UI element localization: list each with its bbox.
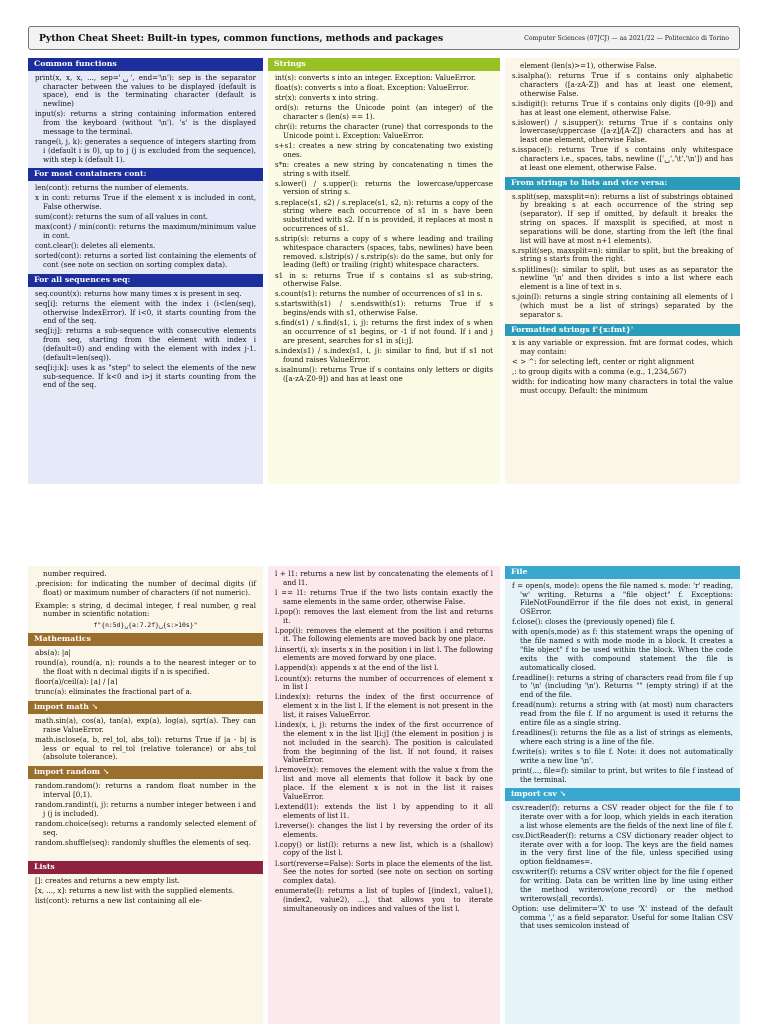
list-item: l.index(x, i, j): returns the index of the first occurrence of the element x in the list l[i:j] (the element in position j is not included in the search). The position is calculated from the beginning of the list. If not found, it raises ValueError.: [275, 720, 493, 765]
list-item: s.startswith(s1) / s.endswith(s1): returns True if s begins/ends with s1, otherwise False.: [275, 299, 493, 318]
list-item: cont.clear(): deletes all elements.: [35, 241, 156, 251]
list-item: []: creates and returns a new empty list.: [35, 876, 180, 886]
list-item: max(cont) / min(cont): returns the maximum/minimum value in cont.: [35, 222, 256, 241]
section-header-strings-lists: From strings to lists and vice versa:: [505, 177, 740, 190]
list-item: list(cont): returns a new list containing all ele-: [35, 896, 203, 906]
list-item: s.find(s1) / s.find(s1, i, j): returns the first index of s when an occurrence of s1 begins, or -1 if not found. If i and j are present, searches for s1 in s[i:j].: [275, 318, 493, 345]
list-item: .precision: for indicating the number of decimal digits (if float) or maximum number of characters (if not numeric).: [35, 579, 256, 597]
list-item: l.pop(i): removes the element at the position i and returns it. The following elements are moved back by one place.: [275, 625, 493, 644]
list-item: f = open(s, mode): opens the file named s. mode: 'r' reading, 'w' writing. Returns a "file object" f. Exceptions: FileNotFoundError if the file does not exist, in general OSError.: [512, 580, 733, 617]
list-item: number required.: [43, 569, 107, 578]
section-header-containers: For most containers cont:: [28, 168, 263, 181]
list-item: width: for indicating how many characters in total the value must occupy. Default: the minimum: [512, 377, 733, 396]
section-header-sequences: For all sequences seq:: [28, 274, 263, 287]
list-item: abs(a): |a|: [35, 648, 71, 658]
section-header-strings: Strings: [268, 58, 500, 71]
list-item: print(..., file=f): similar to print, but writes to file f instead of the terminal.: [512, 765, 733, 784]
list-item: sorted(cont): returns a sorted list containing the elements of cont (see note on section on sorting complex data).: [35, 251, 256, 270]
list-item: l.extend(l1): extends the list l by appending to it all elements of list l1.: [275, 801, 493, 820]
list-item: s.isalnum(): returns True if s contains only letters or digits ([a-zA-Z0-9]) and has at least one: [275, 364, 493, 383]
list-item: seq[i:j]: returns a sub-sequence with consecutive elements from seq, starting from the element with index i (default=0) and ending with the element with index j-1. (default=len(seq)).: [35, 326, 256, 362]
list-item: Example: s string, d decimal integer, f real number, g real number in scientific notation:: [35, 600, 256, 619]
section-header-lists: Lists: [28, 861, 263, 874]
list-item: random.shuffle(seq): randomly shuffles the elements of seq.: [35, 837, 251, 847]
list-item: l.reverse(): changes the list l by reversing the order of its elements.: [275, 820, 493, 839]
list-item: l.index(x): returns the index of the first occurrence of element x in the list l. If the element is not present in the list, it raises ValueError.: [275, 692, 493, 720]
list-item: l.pop(): removes the last element from the list and returns it.: [275, 606, 493, 625]
column-top-middle: [268, 58, 500, 484]
list-item: int(s): converts s into an integer. Exception: ValueError.: [275, 72, 476, 82]
list-item: sum(cont): returns the sum of all values in cont.: [35, 212, 209, 222]
list-item: s.islower() / s.isupper(): returns True if s contains only lowercase/uppercase ([a-z]/[A-Z]) characters and has at least one element, otherwise False.: [512, 117, 733, 145]
list-item: l == l1: returns True if the two lists contain exactly the same elements in the same order, otherwise False.: [275, 587, 493, 606]
list-item: f.read(num): returns a string with (at most) num characters read from the file f. If no argument is used it returns the entire file as a single string.: [512, 700, 733, 727]
list-item: s.splitlines(): similar to split, but uses as as separator the newline '\n' and then divides s into a list where each element is a line of text in s.: [512, 264, 733, 292]
section-header-import-math: import math ↘: [28, 701, 263, 714]
column-top-right: [505, 58, 740, 484]
list-item: chr(i): returns the character (rune) that corresponds to the Unicode point i. Exception: ValueError.: [275, 121, 493, 140]
list-item: s.strip(s): returns a copy of s where leading and trailing whitespace characters (spaces, tabs, newlines) have been removed. s.lstrip(s) / s.rstrip(s): do the same, but only for leading (left) or trailing (right) whitespace characters.: [275, 234, 493, 270]
list-item: float(s): converts s into a float. Exception: ValueError.: [275, 82, 469, 92]
list-item: l.sort(reverse=False): Sorts in place the elements of the list. See the notes for sorted (see note on section on sorting complex data).: [275, 858, 493, 886]
list-item: random.choice(seq): returns a randomly selected element of seq.: [35, 818, 256, 837]
list-item: s.isalpha(): returns True if s contains only alphabetic characters ([a-zA-Z]) and has at least one element, otherwise False.: [512, 71, 733, 98]
list-item: round(a), round(a, n): rounds a to the nearest integer or to the float with n decimal digits if n is specified.: [35, 658, 256, 677]
list-item: enumerate(l): returns a list of tuples of [(index1, value1), (index2, value2), ...], that allows you to iterate simultaneously on indices and values of the list l.: [275, 886, 493, 913]
list-item: s.isspace(): returns True if s contains only whitespace characters i.e., spaces, tabs, newline (['␣','\t','\n']) and has at least one element, otherwise False.: [512, 145, 733, 172]
column-bottom-left: [28, 566, 263, 1024]
section-header-import-random: import random ↘: [28, 766, 263, 779]
list-item: l.remove(x): removes the element with the value x from the list and move all elements that follow it back by one place. If the element x is not in the list it raises ValueError.: [275, 765, 493, 801]
list-item: floor(a)/ceil(a): ⌊a⌋ / ⌈a⌉: [35, 677, 118, 687]
section-header-formatted-strings: Formatted strings f'{x:fmt}': [505, 324, 740, 337]
list-item: math.sin(a), cos(a), tan(a), exp(a), log(a), sqrt(a). They can raise ValueError.: [35, 715, 256, 734]
code-example: f"{n:5d}␣{a:7.2f}␣{s:>10s}": [93, 620, 198, 629]
list-item: f.close(): closes the (previously opened) file f.: [512, 617, 675, 627]
list-item: element (len(s)>=1), otherwise False.: [520, 61, 657, 70]
list-item: s.lower() / s.upper(): returns the lowercase/uppercase version of string s.: [275, 178, 493, 197]
list-item: l.copy() or list(l): returns a new list, which is a (shallow) copy of the list l.: [275, 839, 493, 858]
list-item: with open(s,mode) as f: this statement wraps the opening of the file named s with mode mode in a block. It creates a "file object" f to be used within the block. When the code exits the with compound statement the file is automatically closed.: [512, 627, 733, 672]
section-header-mathematics: Mathematics: [28, 633, 263, 646]
list-item: seq.count(x): returns how many times x is present in seq.: [35, 288, 242, 298]
list-item: s.index(s1) / s.index(s1, i, j): similar to find, but if s1 not found raises ValueError.: [275, 346, 493, 364]
list-item: csv.DictReader(f): returns a CSV dictionary reader object to iterate over with a for loop. The keys are the field names in the very first line of the file, unless specified using option fieldnames=.: [512, 830, 733, 867]
list-item: l.count(x): returns the number of occurrences of element x in list l: [275, 673, 493, 692]
list-item: ,: to group digits with a comma (e.g., 1,234,567): [512, 367, 687, 377]
list-item: l.append(x): appends x at the end of the list l.: [275, 663, 439, 673]
list-item: len(cont): returns the number of elements.: [35, 183, 189, 193]
list-item: random.randint(i, j): returns a number integer between i and j (j is included).: [35, 799, 256, 818]
column-bottom-middle: [268, 566, 500, 1024]
list-item: f.readline(): returns a string of characters read from file f up to '\n' (including '\n'). Returns "" (empty string) if at the end of the file.: [512, 672, 733, 700]
list-item: l + l1: returns a new list by concatenating the elements of l and l1.: [275, 569, 493, 587]
list-item: x in cont: returns True if the element x is included in cont, False otherwise.: [35, 193, 256, 212]
column-bottom-right: [505, 566, 740, 1024]
list-item: s*n: creates a new string by concatenating n times the string s with itself.: [275, 159, 493, 178]
list-item: csv.writer(f): returns a CSV writer object for the file f opened for writing. Data can be written line by line using either the method writerow(one_record) or the method writerows(all_records).: [512, 867, 733, 903]
list-item: s1 in s: returns True if s contains s1 as sub-string, otherwise False.: [275, 270, 493, 289]
list-item: random.random(): returns a random float number in the interval [0,1).: [35, 780, 256, 799]
list-item: s.rsplit(sep, maxsplit=n): similar to split, but the breaking of string s starts from the right.: [512, 245, 733, 264]
list-item: trunc(a): eliminates the fractional part of a.: [35, 687, 192, 697]
list-item: Option: use delimiter='X' to use 'X' instead of the default comma ',' as a field separator. Useful for some Italian CSV that uses semicolon instead of: [512, 903, 733, 931]
section-header-import-csv: import csv ↘: [505, 788, 740, 801]
page-subtitle: Computer Sciences (07JCJ) — aa 2021/22 — Politecnico di Torino: [524, 34, 729, 42]
list-item: ord(s): returns the Unicode point (an integer) of the character s (len(s) == 1).: [275, 103, 493, 121]
column-top-left: [28, 58, 263, 484]
page-title: Python Cheat Sheet: Built-in types, common functions, methods and packages: [39, 32, 444, 44]
list-item: seq[i:j:k]: uses k as "step" to select the elements of the new sub-sequence. If k<0 and i>j it starts counting from the end of the seq.: [35, 362, 256, 390]
list-item: s.replace(s1, s2) / s.replace(s1, s2, n): returns a copy of the string where each occurrence of s1 in s have been substituted with s2. If n is provided, it replaces at most n occurrences of s1.: [275, 197, 493, 233]
list-item: f.readlines(): returns the file as a list of strings as elements, where each string is a line of the file.: [512, 728, 733, 746]
list-item: seq[i]: returns the element with the index i (i<len(seq), otherwise IndexError). If i<0, it starts counting from the end of the seq.: [35, 298, 256, 326]
list-item: s.isdigit(): returns True if s contains only digits ([0-9]) and has at least one element, otherwise False.: [512, 98, 733, 117]
section-header-file: File: [505, 566, 740, 579]
list-item: [x, ..., x]: returns a new list with the supplied elements.: [35, 886, 235, 896]
title-bar: [28, 26, 740, 50]
list-item: input(s): returns a string containing information entered from the keyboard (without '\n'). 's' is the displayed message to the terminal.: [35, 109, 256, 136]
list-item: f.write(s): writes s to file f. Note: it does not automatically write a new line '\n'.: [512, 746, 733, 765]
list-item: s.join(l): returns a single string containing all elements of l (which must be a list of strings) separated by the separator s.: [512, 292, 733, 319]
list-item: x is any variable or expression. fmt are format codes, which may contain:: [512, 338, 733, 357]
list-item: s+s1: creates a new string by concatenating two existing ones.: [275, 140, 493, 159]
list-item: s.count(s1): returns the number of occurrences of s1 in s.: [275, 289, 483, 299]
section-header-common-functions: Common functions: [28, 58, 263, 71]
list-item: s.split(sep, maxsplit=n): returns a list of substrings obtained by breaking s at each occurrence of the string sep (separator). If sep if omitted, by default it breaks the string on spaces. If maxsplit is specified, at most n separations will be done, starting from the left (the final list will have at most n+1 elements).: [512, 191, 733, 245]
list-item: csv.reader(f): returns a CSV reader object for the file f to iterate over with a for loop, which yields in each iteration a list whose elements are the fields of the next line of file f.: [512, 803, 733, 830]
list-item: l.insert(i, x): inserts x in the position i in list l. The following elements are moved forward by one place.: [275, 644, 493, 663]
list-item: math.isclose(a, b, rel_tol, abs_tol): returns True if |a - b| is less or equal to rel_tol (relative tolerance) or abs_tol (absolute tolerance).: [35, 734, 256, 762]
list-item: < > ^: for selecting left, center or right alignment: [512, 357, 695, 367]
list-item: print(x, x, x, ..., sep='␣', end='\n'): sep is the separator character between the values to be displayed (default is space), end is the terminating character (default is newline): [35, 72, 256, 109]
list-item: range(i, j, k): generates a sequence of integers starting from i (default i is 0), up to j (j is excluded from the sequence), with step k (default 1).: [35, 136, 256, 164]
list-item: str(x): converts x into string.: [275, 92, 379, 102]
